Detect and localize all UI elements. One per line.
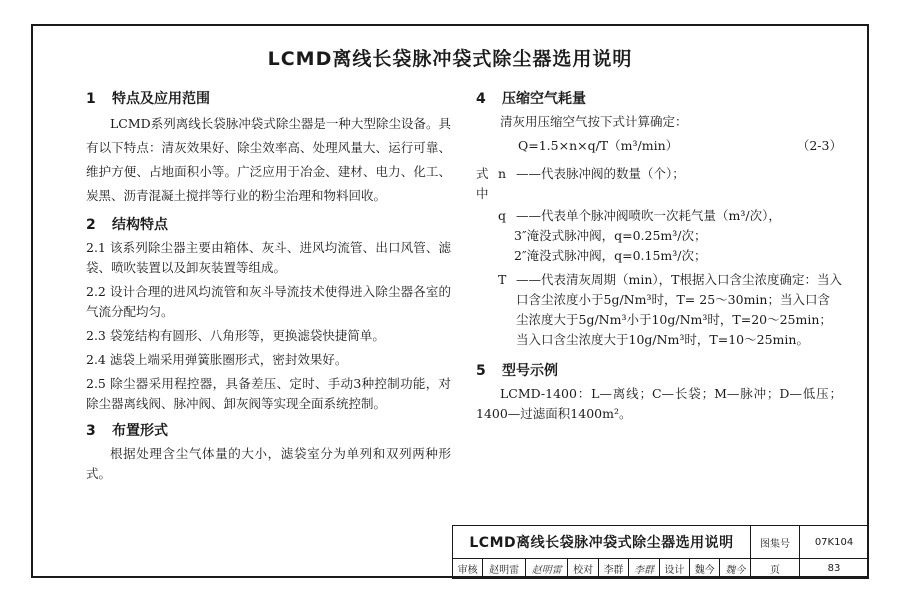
formula: Q=1.5×n×q/T（m³/min） <box>518 138 679 153</box>
right-column <box>476 86 842 428</box>
section-2-item-5: 2.5 除尘器采用程控器，具备差压、定时、手动3种控制功能，对除尘器离线阀、脉冲阀、卸灰阀等实现全面系统控制。 <box>86 376 451 411</box>
q-sub-item-1: 3″淹没式脉冲阀，q=0.25m³/次； <box>514 228 707 243</box>
left-column <box>86 86 451 488</box>
page-number: 83 <box>800 559 869 579</box>
definition-list <box>476 164 842 226</box>
review-label: 审核 <box>453 559 483 579</box>
check-label: 校对 <box>568 559 598 579</box>
def-text-t: ——代表清灰周期（min），T根据入口含尘浓度确定：当入口含尘浓度小于5g/Nm³时，T= 25～30min；当入口含尘浓度大于5g/Nm³小于10g/Nm³时，T=20～25min；当入口含尘浓度大于10g/Nm³时，T=10～25min。 <box>516 272 842 347</box>
designer-signature: 魏今 <box>720 559 751 579</box>
formula-line <box>518 136 842 156</box>
section-2-item-1: 2.1 该系列除尘器主要由箱体、灰斗、进风均流管、出口风管、滤袋、喷吹装置以及卸灰装置等组成。 <box>86 240 451 275</box>
def-symbol-n: n <box>498 166 507 181</box>
page-label: 页 <box>751 559 800 579</box>
section-2-item-2: 2.2 设计合理的进风均流管和灰斗导流技术使得进入除尘器各室的气流分配均匀。 <box>86 284 451 319</box>
atlas-label: 图集号 <box>751 526 800 559</box>
section-1-heading: 1 特点及应用范围 <box>86 91 210 107</box>
checker-name: 李群 <box>598 559 628 579</box>
section-3-text: 根据处理含尘气体量的大小，滤袋室分为单列和双列两种形式。 <box>86 446 451 481</box>
def-symbol-t: T <box>498 272 507 287</box>
definition-t <box>476 270 842 350</box>
section-1-text: LCMD系列离线长袋脉冲袋式除尘器是一种大型除尘设备。具有以下特点：清灰效果好、除尘效率高、处理风量大、运行可靠、维护方便、占地面积小等。广泛应用于冶金、建材、电力、化工、炭黑、沥青混凝土搅拌等行业的粉尘治理和物料回收。 <box>86 116 451 203</box>
where-label: 式中 <box>476 166 489 201</box>
section-2-item-4: 2.4 滤袋上端采用弹簧胀圈形式，密封效果好。 <box>86 352 348 367</box>
section-3-heading: 3 布置形式 <box>86 423 168 439</box>
design-label: 设计 <box>659 559 689 579</box>
def-text-n: ——代表脉冲阀的数量（个）； <box>516 166 685 181</box>
title-block-title: LCMD离线长袋脉冲袋式除尘器选用说明 <box>453 526 751 559</box>
def-symbol-q: q <box>498 208 507 223</box>
designer-name: 魏今 <box>690 559 720 579</box>
equation-number: （2-3） <box>796 138 842 153</box>
q-sub-item-2: 2″淹没式脉冲阀，q=0.15m³/次； <box>514 248 707 263</box>
section-4-intro: 清灰用压缩空气按下式计算确定： <box>500 114 688 129</box>
section-5-heading: 5 型号示例 <box>476 363 558 379</box>
section-2-heading: 2 结构特点 <box>86 217 168 233</box>
checker-signature: 李群 <box>629 559 659 579</box>
section-5-text: LCMD-1400：L—离线；C—长袋；M—脉冲；D—低压；1400—过滤面积1400m²。 <box>476 386 842 421</box>
reviewer-signature: 赵明雷 <box>525 559 568 579</box>
def-text-q: ——代表单个脉冲阀喷吹一次耗气量（m³/次）， <box>516 208 781 223</box>
atlas-number: 07K104 <box>800 526 869 559</box>
page-title: LCMD离线长袋脉冲袋式除尘器选用说明 <box>267 48 633 70</box>
title-block <box>452 525 869 579</box>
reviewer-name: 赵明雷 <box>483 559 526 579</box>
section-4-heading: 4 压缩空气耗量 <box>476 91 586 107</box>
section-2-item-3: 2.3 袋笼结构有圆形、八角形等，更换滤袋快捷简单。 <box>86 328 385 343</box>
